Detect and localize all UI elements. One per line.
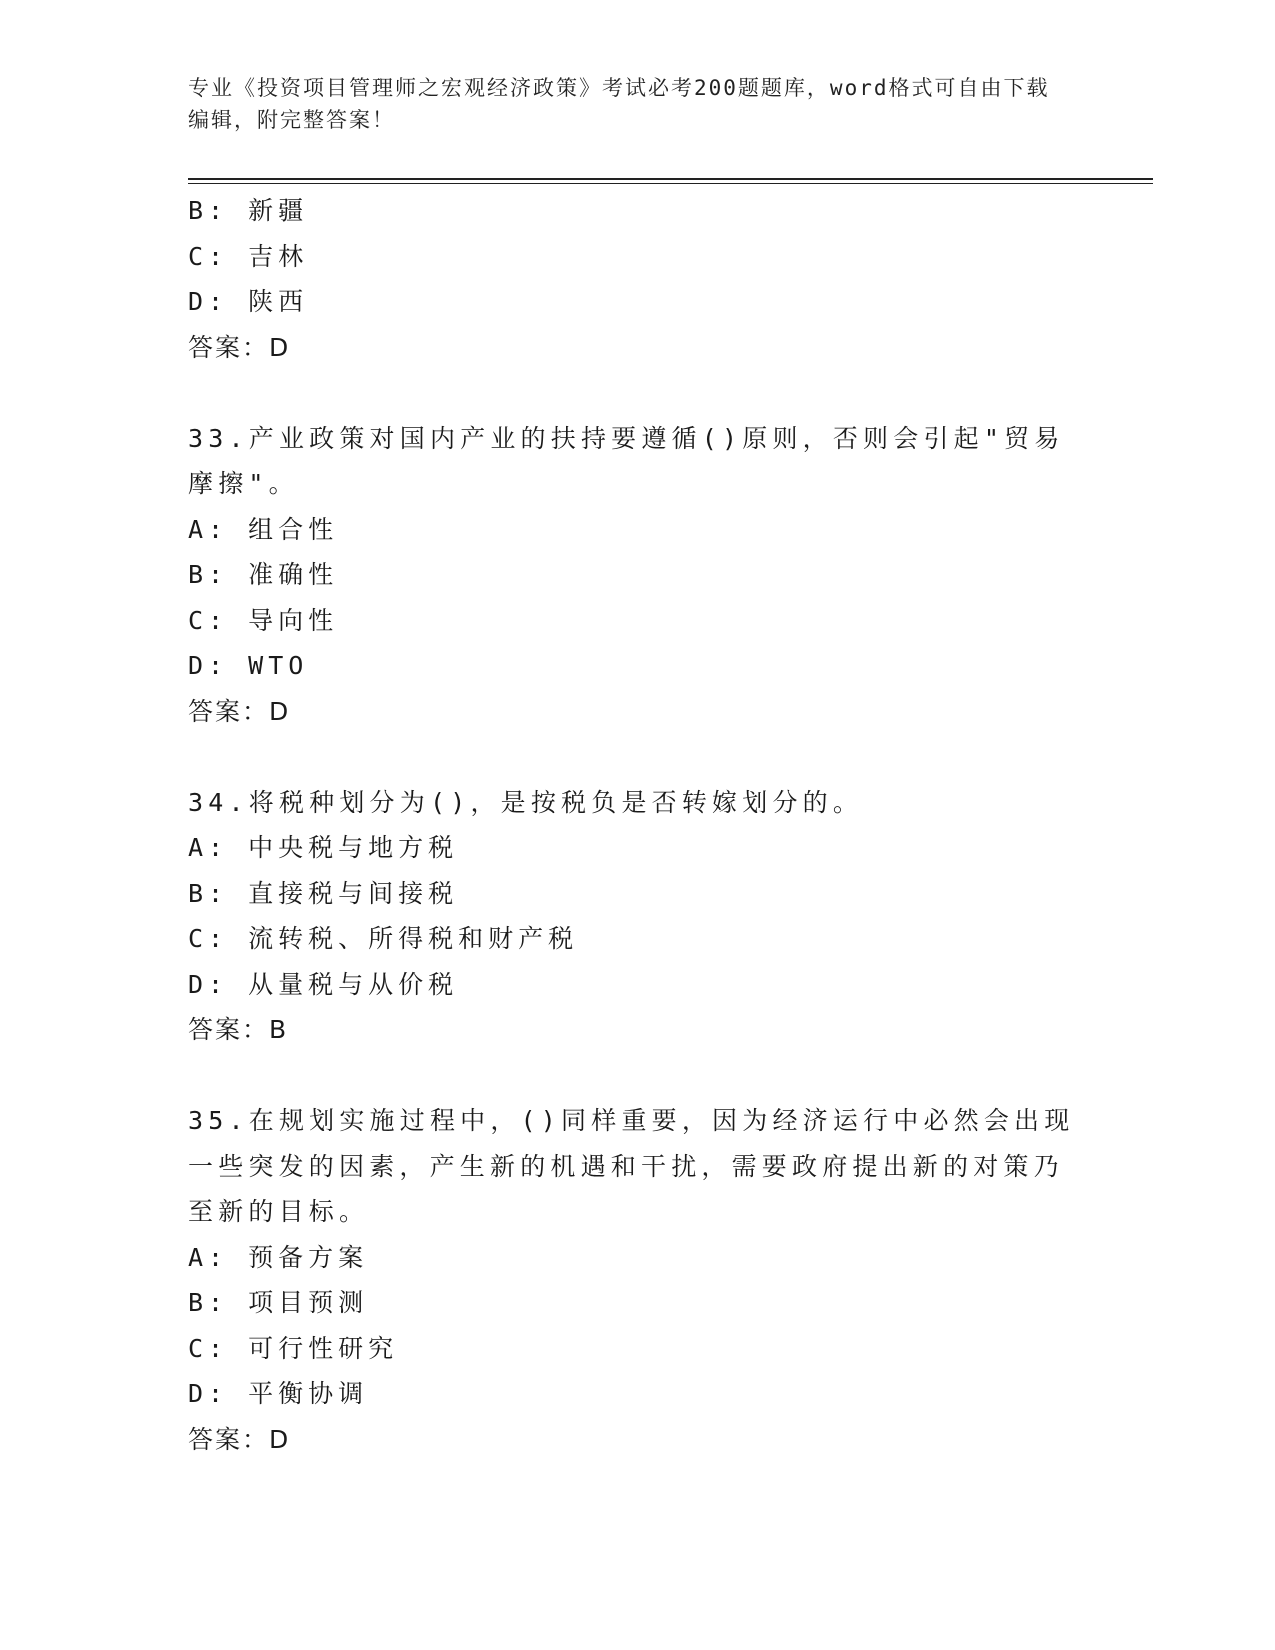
option-a: A: 组合性 [188,514,339,544]
option-b: B: 项目预测 [188,1288,369,1317]
header-divider [188,178,1153,180]
option-b: B: 新疆 [188,196,309,225]
option-d: D: 陕西 [188,287,309,316]
option-d: D: 平衡协调 [188,1379,369,1408]
question-stem: 34.将税种划分为()，是按税负是否转嫁划分的。 [188,787,864,817]
option-c: C: 导向性 [188,605,339,635]
answer-line: 答案：D [188,696,291,726]
option-c: C: 可行性研究 [188,1333,399,1363]
option-c: C: 流转税、所得税和财产税 [188,924,579,953]
header-divider-thin [188,183,1153,184]
question-list [188,188,1088,1462]
question-block-33 [188,416,1088,735]
option-d: D: 从量税与从价税 [188,969,459,999]
option-b: B: 直接税与间接税 [188,878,459,908]
question-stem: 33.产业政策对国内产业的扶持要遵循()原则，否则会引起"贸易摩擦"。 [188,423,1065,498]
option-d: D: WTO [188,651,309,680]
question-block-32 [188,188,1088,370]
option-b: B: 准确性 [188,560,339,589]
document-header: 专业《投资项目管理师之宏观经济政策》考试必考200题题库，word格式可自由下载编辑，附完整答案！ [188,76,1050,132]
answer-line: 答案：D [188,1424,291,1454]
question-block-35 [188,1098,1088,1462]
answer-line: 答案：B [188,1015,289,1044]
option-c: C: 吉林 [188,241,309,271]
question-block-34 [188,780,1088,1053]
option-a: A: 中央税与地方税 [188,833,459,862]
option-a: A: 预备方案 [188,1242,369,1272]
answer-line: 答案：D [188,332,291,362]
question-stem: 35.在规划实施过程中，()同样重要，因为经济运行中必然会出现一些突发的因素，产生新的机遇和干扰，需要政府提出新的对策乃至新的目标。 [188,1106,1075,1226]
